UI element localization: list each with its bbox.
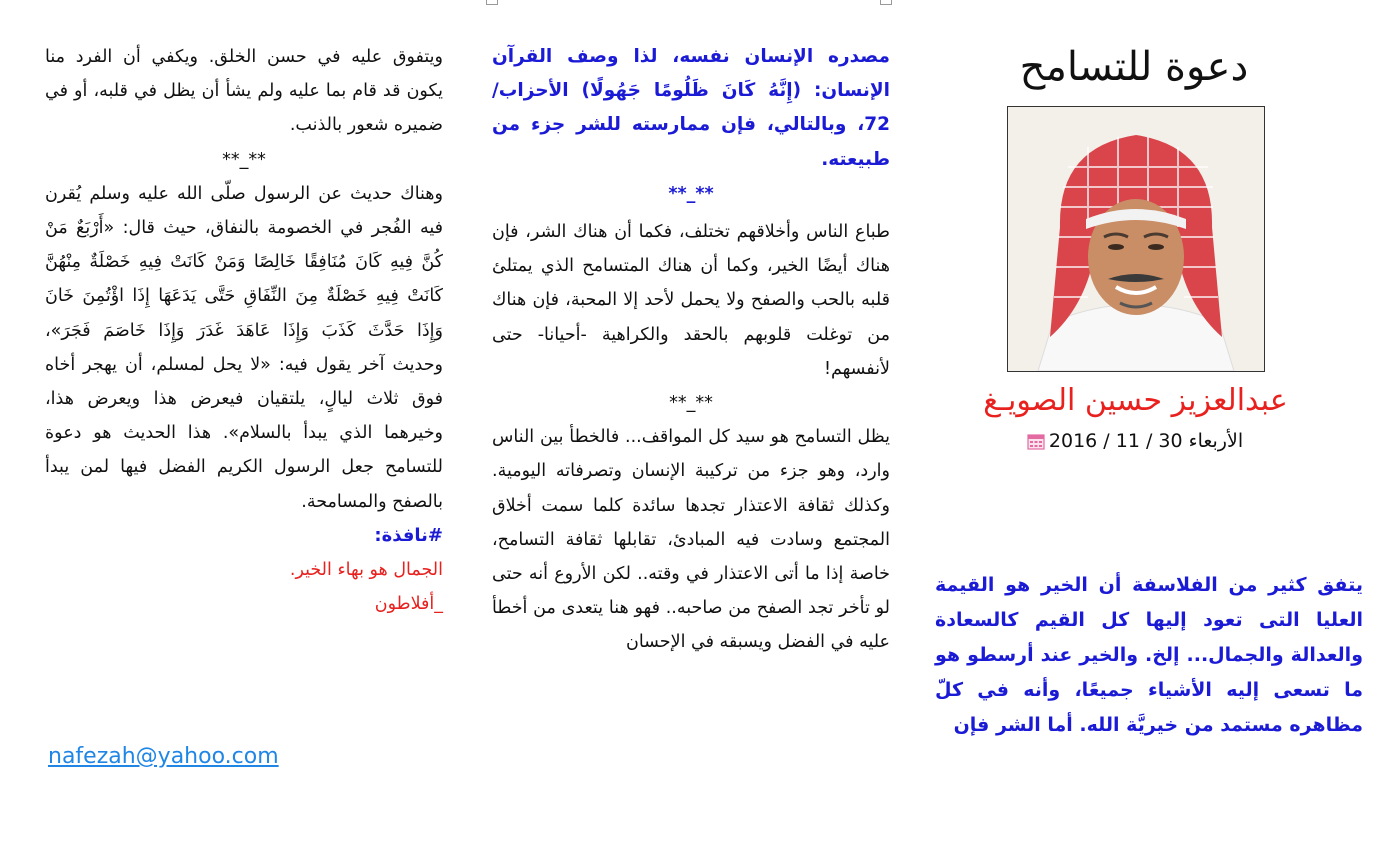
middle-paragraph-3: يظل التسامح هو سيد كل المواقف... فالخطأ بين الناس وارد، وهو جزء من تركيبة الإنسان وتصرفاته اليومية. وكذلك ثقافة الاعتذار تجدها سائدة كلما سمت أخلاق المجتمع وسادت فيه المبادئ، تقابلها ثقافة التسامح، خاصة إذا ما أتى الاعتذار في وقته.. لكن الأروع أنه حتى لو تأخر تجد الصفح من صاحبه.. فهو هنا يتعدى من أخطأ عليه في الفضل ويسبقه في الإحسان [492,427,890,653]
publish-date [1000,430,1270,452]
middle-paragraph-2: طباع الناس وأخلاقهم تختلف، فكما أن هناك الشر، فإن هناك أيضًا الخير، وكما أن هناك المتسامح الذي يمتلئ قلبه بالحب والصفح ولا يحمل لأحد إلا المحبة، فإن هناك من توغلت قلوبهم بالحقد والكراهية -أحيانا- حتى لأنفسهم! [492,222,890,379]
article-title: دعوة للتسامح [1019,44,1249,90]
article-column-middle [492,40,890,660]
separator: **_** [222,149,266,170]
quote-text: الجمال هو بهاء الخير. [289,560,443,581]
separator: **_** [669,393,713,414]
left-paragraph-1: ويتفوق عليه في حسن الخلق. ويكفي أن الفرد منا يكون قد قام بما عليه ولم يشأ أن يظل في قلبه، أو في ضميره شعور بالذنب. [45,47,443,136]
calendar-icon [1027,432,1045,450]
author-name: عبدالعزيز حسين الصويـغ [983,383,1288,418]
separator: **_** [668,183,714,204]
author-photo [1007,106,1265,372]
window-label: #نافذة: [374,524,443,546]
quote-author: _أفلاطون [374,594,443,615]
contact-email-link[interactable]: nafezah@yahoo.com [48,744,279,769]
article-column-left [45,40,443,621]
date-text: الأربعاء 30 / 11 / 2016 [1048,430,1244,452]
page-marker-left [486,0,498,5]
article-intro: يتفق كثير من الفلاسفة أن الخير هو القيمة العليا التى تعود إليها كل القيم كالسعادة والعدالة والجمال... إلخ. والخير عند أرسطو هو ما تسعى إليه الأشياء جميعًا، وأنه في كلّ مظاهره مستمد من خيريَّة الله. أما الشر فإن [935,574,1363,736]
middle-paragraph-1: مصدره الإنسان نفسه، لذا وصف القرآن الإنسان: (إِنَّهُ كَانَ ظَلُومًا جَهُولًا) الأحزاب/ 72، وبالتالي، فإن ممارسته للشر جزء من طبيعته. [492,46,890,170]
left-paragraph-2: وهناك حديث عن الرسول صلّى الله عليه وسلم يُقرن فيه الفُجر في الخصومة بالنفاق، حيث قال: «أَرْبَعٌ مَنْ كُنَّ فِيهِ كَانَ مُنَافِقًا خَالِصًا وَمَنْ كَانَتْ فِيهِ خَصْلَةٌ مِنْهُنَّ كَانَتْ فِيهِ خَصْلَةٌ مِنَ النِّفَاقِ حَتَّى يَدَعَهَا إِذَا اؤْتُمِنَ خَانَ وَإِذَا حَدَّثَ كَذَبَ وَإِذَا عَاهَدَ غَدَرَ وَإِذَا خَاصَمَ فَجَرَ»، وحديث آخر يقول فيه: «لا يحل لمسلم، أن يهجر أخاه فوق ثلاث ليالٍ، يلتقيان فيعرض هذا ويعرض هذا، وخيرهما الذي يبدأ بالسلام». هذا الحديث هو دعوة للتسامح جعل الرسول الكريم الفضل فيها لمن يبدأ بالصفح والمسامحة. [45,183,443,512]
page-marker-right [880,0,892,5]
